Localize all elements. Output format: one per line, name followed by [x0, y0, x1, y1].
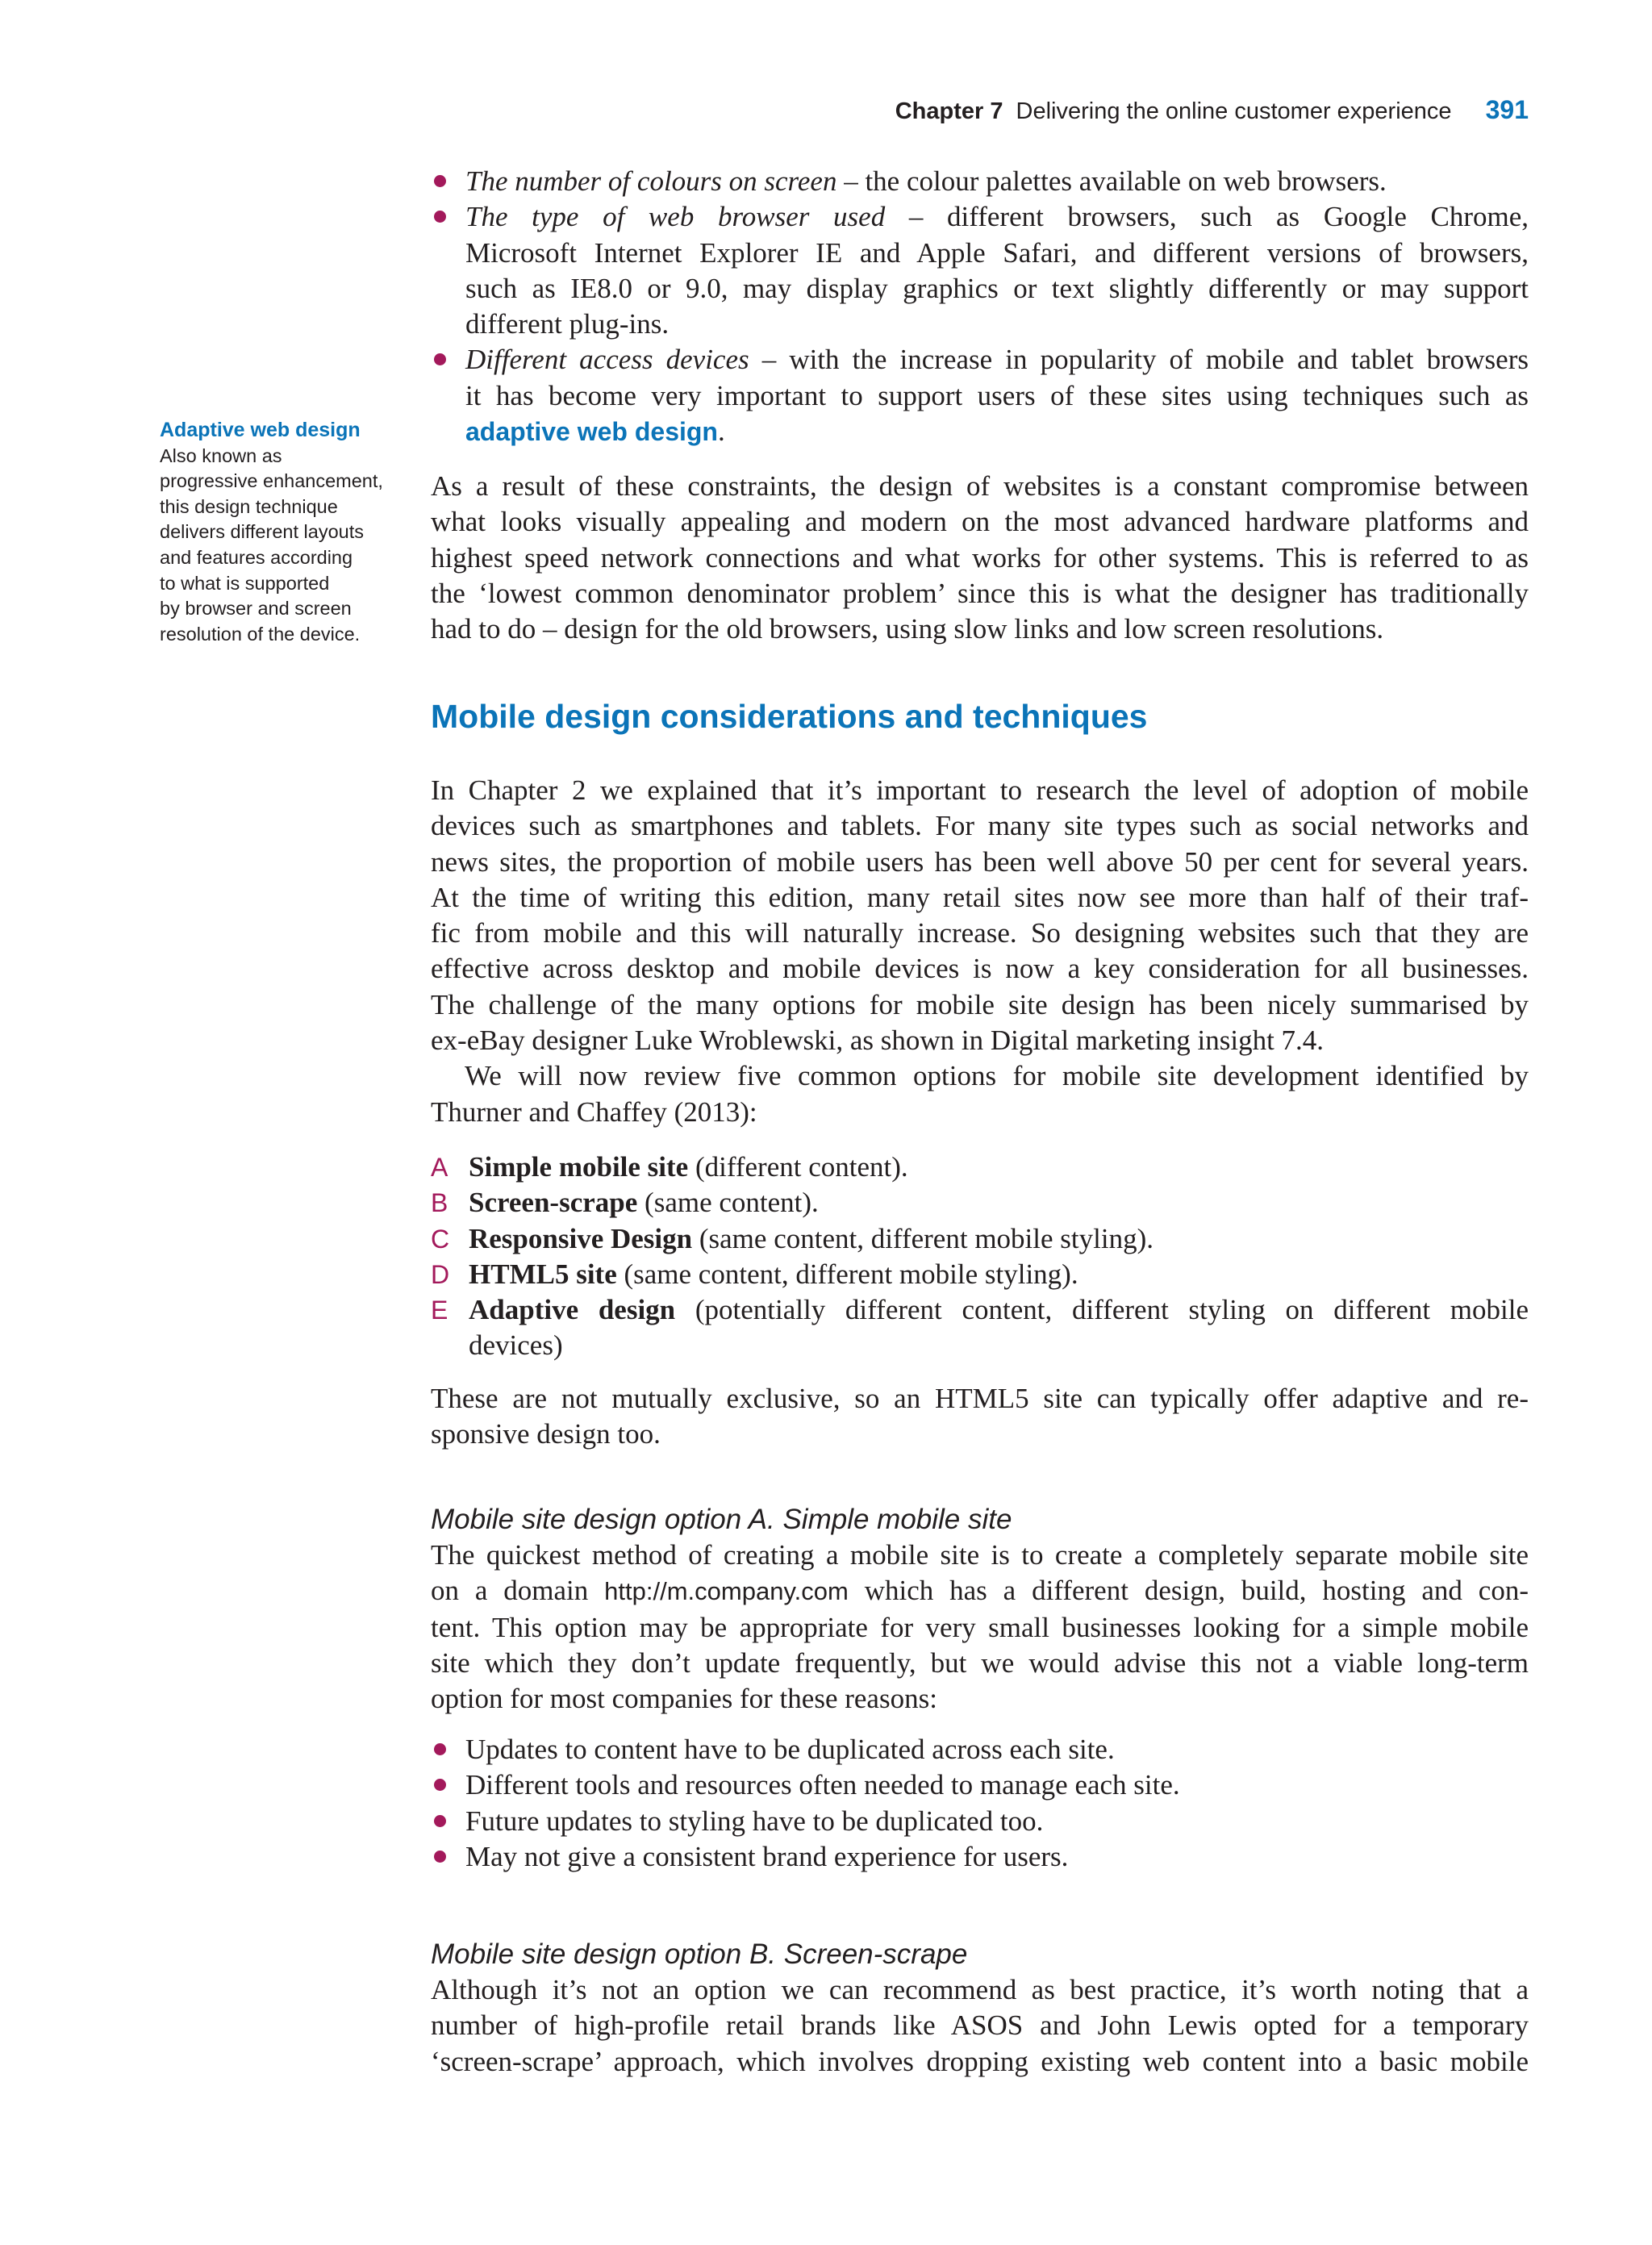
bullet-icon [434, 1851, 446, 1863]
bullet-icon [434, 1779, 446, 1791]
list-item: The number of colours on screen – the colour palettes available on web browsers. [431, 164, 1529, 199]
list-letter: D [431, 1259, 450, 1289]
list-letter: E [431, 1296, 448, 1325]
list-letter: B [431, 1188, 448, 1218]
subsection-option-a: Mobile site design option A. Simple mobile site The quickest method of creating a mobile site is to create a completely separate mobile site on a domain http://m.company.com which has a different design, build, hosting and con- tent. This option may be appropriate for very small businesses looking for a simple mobile site which they don’t update frequently, but we would advise this not a viable long-term option for most companies for these reasons: [431, 1504, 1529, 1715]
section-heading: Mobile design considerations and techniques [431, 698, 1148, 735]
paragraph-exclusive: These are not mutually exclusive, so an HTML5 site can typically offer adaptive and re- sponsive design too. [431, 1383, 1529, 1450]
bullet-icon [434, 353, 446, 365]
subsection-heading: Mobile site design option A. Simple mobile site [431, 1504, 1012, 1535]
list-item: C Responsive Design (same content, different mobile styling). [431, 1221, 1529, 1257]
bullet-icon [434, 1815, 446, 1827]
margin-line: delivers different layouts [160, 521, 364, 543]
margin-line: to what is supported [160, 572, 330, 594]
list-letter: C [431, 1224, 450, 1254]
running-header [807, 92, 1529, 129]
margin-line: Also known as [160, 444, 282, 466]
list-letter: A [431, 1153, 448, 1182]
list-item: May not give a consistent brand experience for users. [431, 1839, 1529, 1875]
page-number: 391 [1485, 95, 1529, 124]
paragraph-constraints: As a result of these constraints, the design of websites is a constant compromise between what looks visually appealing and modern on the most advanced hardware platforms and highest speed network connections and what works for other systems. This is referred to as the ‘lowest common denominator problem’ since this is what the designer has traditionally had to do – design for the old browsers, using slow links and low screen resolutions. [431, 470, 1529, 645]
constraints-bullet-list [431, 164, 1529, 449]
subsection-heading: Mobile site design option B. Screen-scrape [431, 1938, 968, 1970]
bullet-icon [434, 211, 446, 223]
mobile-options-list [431, 1150, 1529, 1364]
margin-line: this design technique [160, 495, 338, 517]
chapter-label: Chapter 7 [895, 98, 1003, 124]
list-item: The type of web browser used – different browsers, such as Google Chrome, Microsoft Internet Explorer IE and Apple Safari, and different versions of browsers, such as IE8.0 or 9.0, may display graphics or text slightly differently or may support different plug-ins. [431, 199, 1529, 342]
chapter-title: Delivering the online customer experience [1016, 98, 1452, 124]
list-item: Different tools and resources often needed to manage each site. [431, 1767, 1529, 1803]
margin-line: progressive enhancement, [160, 470, 383, 492]
paragraph-mobile-adoption: In Chapter 2 we explained that it’s important to research the level of adoption of mobile devices such as smartphones and tablets. For many site types such as social networks and news sites, the proportion of mobile users has been well above 50 per cent for several years. At the time of writing this edition, many retail sites now see more than half of their traf- fic from mobile and this will naturally increase. So designing websites such that they are effective across desktop and mobile devices is now a key consideration for all businesses. The challenge of the many options for mobile site design has been nicely summarised by ex-eBay designer Luke Wroblewski, as shown in Digital marketing insight 7.4. We will now review five common options for mobile site development identified by Thurner and Chaffey (2013): [431, 774, 1529, 1128]
bullet-icon [434, 1743, 446, 1755]
list-item: Future updates to styling have to be duplicated too. [431, 1804, 1529, 1839]
list-item: B Screen-scrape (same content). [431, 1185, 1529, 1221]
margin-definition [160, 418, 402, 647]
margin-line: by browser and screen [160, 598, 352, 620]
margin-line: and features according [160, 546, 353, 568]
bullet-icon [434, 175, 446, 187]
list-item: Updates to content have to be duplicated across each site. [431, 1732, 1529, 1767]
list-item: Different access devices – with the increase in popularity of mobile and tablet browsers it has become very important to support users of these sites using techniques such as adaptive web design. [431, 342, 1529, 449]
margin-term: Adaptive web design [160, 419, 361, 441]
list-item: E Adaptive design (potentially different content, different styling on different mobile devices) [431, 1294, 1529, 1362]
domain-url: http://m.company.com [604, 1577, 849, 1606]
list-item: D HTML5 site (same content, different mobile styling). [431, 1257, 1529, 1292]
margin-line: resolution of the device. [160, 623, 361, 645]
glossary-term-link[interactable]: adaptive web design [465, 417, 718, 447]
reasons-bullet-list [431, 1732, 1529, 1875]
subsection-option-b: Mobile site design option B. Screen-scrape Although it’s not an option we can recommend as best practice, it’s worth noting that a number of high-profile retail brands like ASOS and John Lewis opted for a temporary ‘screen-scrape’ approach, which involves dropping existing web content into a basic mobile [431, 1938, 1529, 2077]
list-item: A Simple mobile site (different content). [431, 1150, 1529, 1185]
